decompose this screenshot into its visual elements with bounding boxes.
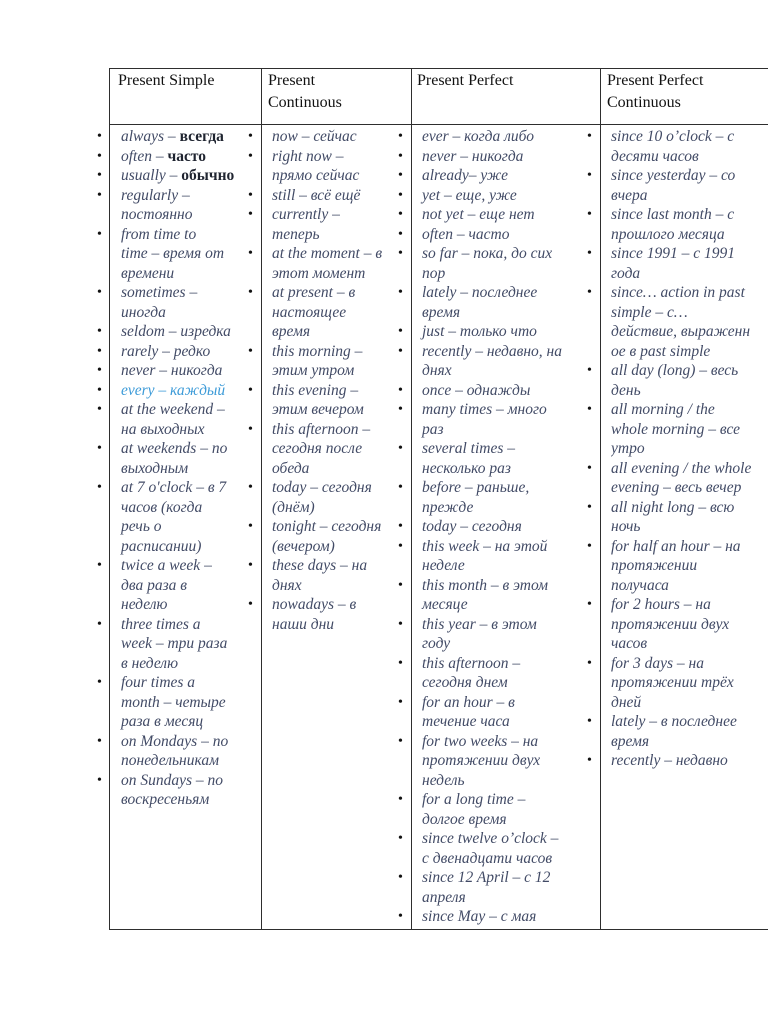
marker-english: often – [121, 147, 168, 165]
marker-item-continuation: протяжении трёх [611, 674, 734, 691]
marker-item: • twice a week – [121, 556, 259, 576]
marker-item: lately – в последнее [611, 713, 737, 730]
marker-item: since… action in past [611, 284, 745, 301]
bullet-icon: • [587, 168, 592, 183]
marker-item: • yet – еще, уже [422, 186, 598, 206]
marker-item-continuation: долгое время [422, 810, 507, 828]
marker-item: • ever – когда либо [422, 127, 598, 147]
marker-item-continuation: evening – весь вечер [611, 479, 742, 496]
marker-item: • lately – последнее [422, 283, 598, 303]
marker-item: • once – однажды [422, 381, 598, 401]
marker-item-continuation: в неделю [121, 654, 178, 672]
marker-item-continuation: вчера [611, 186, 648, 204]
marker-item-continuation: понедельникам [121, 752, 219, 769]
marker-item-continuation: с двенадцати часов [422, 849, 553, 867]
marker-item-continuation: иногда [121, 303, 166, 321]
marker-item: • never – никогда [121, 361, 259, 381]
marker-english: always – [121, 128, 180, 145]
marker-item-continuation: расписании) [121, 537, 202, 555]
marker-item: • since twelve o’clock – [422, 829, 598, 849]
marker-item: • now – сейчас [272, 127, 408, 147]
bullet-icon: • [587, 714, 592, 729]
present-continuous-markers [272, 127, 408, 634]
marker-item: • right now – [272, 147, 408, 167]
marker-item: • many times – много [422, 400, 598, 420]
marker-item-continuation: постоянно [121, 206, 193, 223]
marker-item-continuation: днях [272, 576, 302, 594]
marker-item: • at the moment – в [272, 244, 408, 264]
marker-item-continuation: этот момент [272, 264, 366, 282]
marker-russian: обычно [181, 167, 235, 184]
marker-item-continuation: месяце [422, 596, 468, 613]
marker-item: • still – всё ещё [272, 186, 408, 206]
bullet-icon: • [587, 499, 592, 515]
marker-item: since last month – с [611, 206, 735, 223]
marker-item: • rarely – редко [121, 342, 259, 362]
marker-item-continuation: протяжении двух [422, 752, 541, 769]
present-simple-markers [121, 127, 259, 810]
present-perfect-continuous-markers [611, 127, 768, 771]
marker-item: • before – раньше, [422, 478, 598, 498]
bullet-icon: • [587, 460, 592, 476]
marker-item: • just – только что [422, 322, 598, 342]
marker-item-continuation: прямо сейчас [272, 167, 360, 184]
marker-item: since yesterday – со [611, 167, 736, 184]
bullet-icon: • [587, 207, 592, 222]
present-perfect-markers [422, 127, 598, 927]
marker-item-continuation: апреля [422, 888, 466, 906]
marker-item-continuation: раз [422, 420, 444, 438]
marker-item: • seldom – изредка [121, 322, 259, 342]
marker-item: • often – часто [422, 225, 598, 245]
marker-item-continuation: (вечером) [272, 537, 335, 555]
marker-item: all morning / the [611, 401, 715, 418]
marker-item-continuation: время [611, 732, 650, 750]
bullet-icon: • [587, 655, 592, 671]
marker-russian: часто [167, 147, 207, 165]
marker-item-continuation: дней [611, 693, 642, 711]
marker-item-continuation: утро [611, 440, 645, 457]
marker-item: • tonight – сегодня [272, 517, 408, 537]
marker-item: • never – никогда [422, 147, 598, 167]
marker-item-continuation: время [422, 303, 461, 321]
marker-item-continuation: время [272, 323, 311, 340]
bullet-icon: • [587, 753, 592, 768]
marker-item-continuation: прошлого месяца [611, 225, 725, 243]
marker-item-continuation: теперь [272, 225, 320, 243]
marker-item: • these days – на [272, 556, 408, 576]
marker-item: • already– уже [422, 166, 598, 186]
marker-item: • at weekends – по [121, 439, 259, 459]
marker-item: • this month – в этом [422, 576, 598, 596]
marker-item: for 3 days – на [611, 654, 704, 672]
marker-item-continuation: года [611, 264, 641, 282]
marker-item: • since May – с мая [422, 907, 598, 927]
marker-item-continuation: днях [422, 362, 452, 379]
marker-item: all day (long) – весь [611, 362, 739, 379]
marker-item-continuation: обеда [272, 459, 310, 477]
marker-item: • on Sundays – по [121, 771, 259, 791]
marker-item: • from time to [121, 225, 259, 245]
header-present-perfect-continuous: Present Perfect Continuous [607, 72, 704, 111]
marker-item [121, 166, 259, 186]
marker-item: for half an hour – на [611, 537, 741, 555]
marker-item-continuation: сегодня днем [422, 674, 508, 691]
marker-item-continuation: недель [422, 771, 465, 789]
bullet-icon: • [587, 402, 592, 417]
marker-item: • this week – на этой [422, 537, 598, 557]
header-present-continuous: Present Continuous [268, 72, 342, 111]
marker-item-continuation: ночь [611, 518, 641, 535]
marker-item: • for an hour – в [422, 693, 598, 713]
marker-item: • sometimes – [121, 283, 259, 303]
marker-item: • regularly – [121, 186, 259, 206]
header-present-simple: Present Simple [118, 72, 215, 89]
marker-item-continuation: действие, выраженн [611, 323, 751, 340]
marker-item: • at 7 o'clock – в 7 [121, 478, 259, 498]
marker-item: • not yet – еще нет [422, 205, 598, 225]
marker-item-continuation: прежде [422, 498, 474, 516]
column-divider [600, 69, 601, 929]
marker-item: • this afternoon – [272, 420, 408, 440]
column-divider [411, 69, 412, 929]
marker-item-continuation: году [422, 635, 451, 652]
marker-item-continuation: десяти часов [611, 147, 699, 165]
column-divider [261, 69, 262, 929]
marker-item-continuation: несколько раз [422, 459, 511, 477]
marker-item-continuation: времени [121, 264, 175, 282]
marker-item-continuation: simple – с… [611, 303, 688, 321]
marker-item: • for two weeks – на [422, 732, 598, 752]
marker-item: • four times a [121, 673, 259, 693]
marker-item-continuation: month – четыре [121, 693, 226, 711]
marker-item-continuation: воскресеньям [121, 791, 210, 808]
marker-item-continuation: сегодня после [272, 440, 363, 457]
marker-item: all evening / the whole [611, 459, 752, 477]
marker-item: since 10 o’clock – с [611, 128, 735, 145]
marker-english: usually – [121, 167, 182, 184]
marker-item-continuation: раза в месяц [121, 713, 204, 730]
header-divider [110, 124, 768, 125]
marker-item: • since 12 April – с 12 [422, 868, 598, 888]
marker-item-continuation: протяжении двух [611, 615, 730, 633]
marker-item: • this year – в этом [422, 615, 598, 635]
bullet-icon: • [587, 597, 592, 612]
bullet-icon: • [587, 285, 592, 300]
marker-item-continuation: два раза в [121, 576, 187, 594]
marker-item: • this afternoon – [422, 654, 598, 674]
marker-item-continuation: (днём) [272, 498, 315, 516]
marker-russian: всегда [179, 128, 224, 145]
marker-item: • every – каждый [121, 381, 259, 401]
marker-item-continuation: выходным [121, 459, 189, 477]
marker-item-continuation: наши дни [272, 615, 335, 633]
marker-item-continuation: получаса [611, 576, 669, 594]
marker-item-continuation: неделю [121, 596, 168, 613]
marker-item-continuation: день [611, 381, 641, 399]
marker-item-continuation: пор [422, 264, 446, 282]
marker-item-continuation: этим утром [272, 362, 355, 379]
marker-item-continuation: течение часа [422, 713, 510, 730]
marker-item: • recently – недавно, на [422, 342, 598, 362]
marker-item: recently – недавно [611, 752, 728, 769]
marker-item: • on Mondays – по [121, 732, 259, 752]
marker-item: • this morning – [272, 342, 408, 362]
marker-item: • several times – [422, 439, 598, 459]
marker-item: • at present – в [272, 283, 408, 303]
marker-item-continuation: week – три раза [121, 635, 228, 652]
marker-item: • three times a [121, 615, 259, 635]
marker-item-continuation: whole morning – все [611, 420, 741, 438]
marker-item: • for a long time – [422, 790, 598, 810]
bullet-icon: • [587, 129, 592, 144]
marker-item: • currently – [272, 205, 408, 225]
marker-item: • this evening – [272, 381, 408, 401]
marker-item: • nowadays – в [272, 595, 408, 615]
marker-item [121, 127, 259, 147]
marker-item: all night long – всю [611, 498, 735, 516]
marker-item: for 2 hours – на [611, 596, 711, 613]
marker-item-continuation: неделе [422, 557, 465, 574]
marker-item: • at the weekend – [121, 400, 259, 420]
marker-item-continuation: часов (когда [121, 498, 203, 516]
marker-item-continuation: на выходных [121, 420, 205, 438]
bullet-icon: • [587, 363, 592, 378]
marker-item-continuation: time – время от [121, 245, 225, 262]
marker-item-continuation: протяжении [611, 557, 698, 574]
marker-item-continuation: ое в past simple [611, 342, 711, 360]
marker-item [121, 147, 259, 167]
bullet-icon: • [587, 246, 592, 261]
marker-item-continuation: речь о [121, 518, 162, 535]
marker-item: • so far – пока, до сих [422, 244, 598, 264]
marker-item-continuation: настоящее [272, 303, 347, 321]
marker-item-continuation: часов [611, 635, 648, 652]
bullet-icon: • [587, 538, 592, 554]
marker-item: • today – сегодня [422, 517, 598, 537]
marker-item: • today – сегодня [272, 478, 408, 498]
marker-item: since 1991 – с 1991 [611, 245, 735, 262]
marker-item-continuation: этим вечером [272, 401, 364, 418]
header-present-perfect: Present Perfect [417, 72, 514, 89]
